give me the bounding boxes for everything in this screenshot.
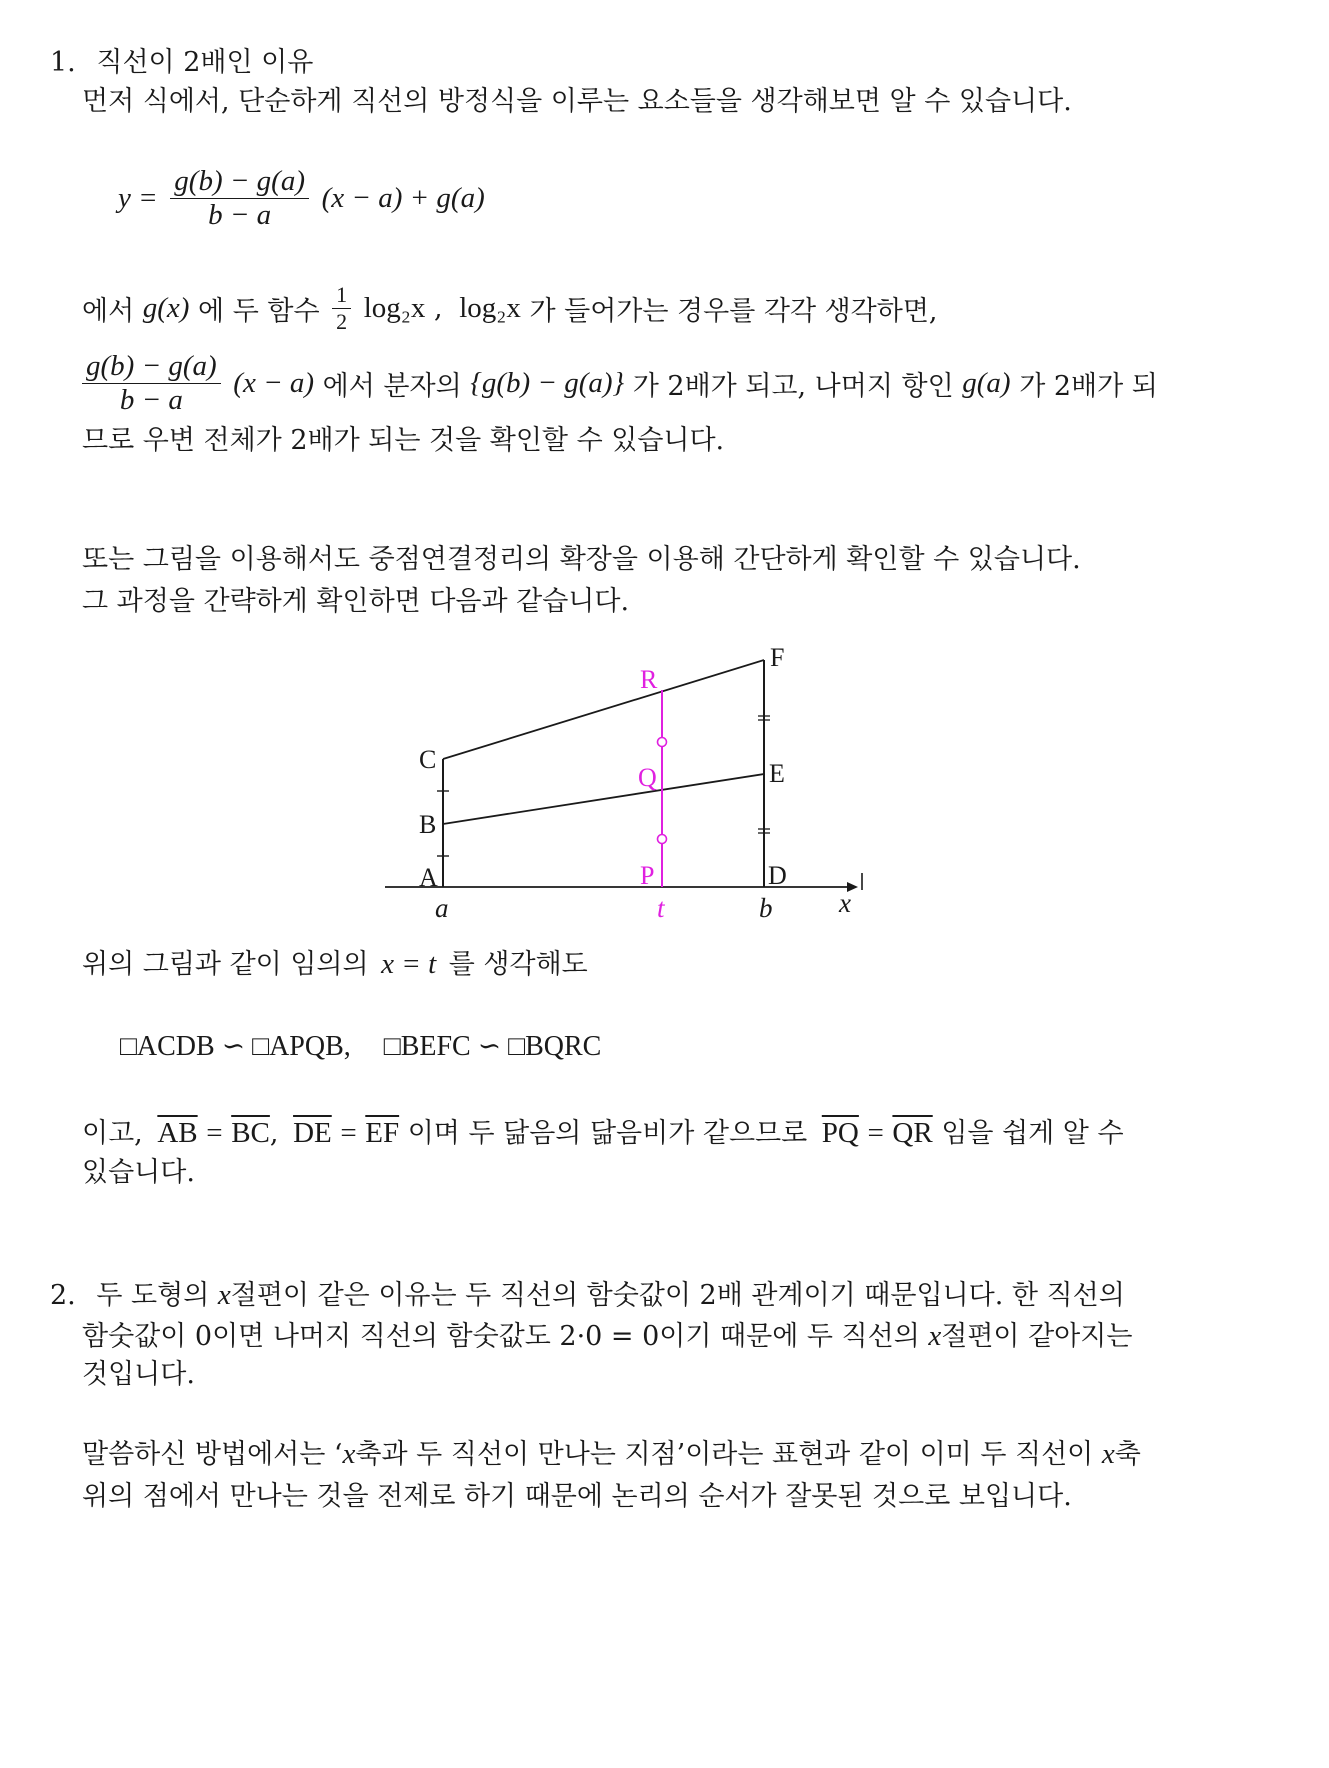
half-denominator: 2	[336, 309, 348, 334]
circle-mark-PQ	[658, 835, 667, 844]
math-brace: {g(b) − g(a)}	[470, 367, 625, 399]
math-x: x	[928, 1320, 942, 1352]
eq-denominator: b − a	[208, 199, 272, 231]
text: 이며 두 닮음의 닮음비가 같으므로	[407, 1118, 808, 1149]
eq-y: y =	[118, 182, 158, 214]
text: 가 2배가 되고, 나머지 항인	[632, 371, 954, 402]
text: 두 도형의	[96, 1280, 210, 1311]
trapezoid-figure	[375, 640, 875, 930]
segment-BC-label: $\overline{BC}$	[231, 1117, 270, 1149]
math-x: x	[342, 1438, 356, 1470]
math-log1: log₂x	[363, 292, 426, 324]
circle-mark-QR	[658, 738, 667, 747]
text: 절편이 같은 이유는 두 직선의 함숫값이 2배 관계이기 때문입니다. 한 직선의	[230, 1280, 1125, 1311]
text: 축	[1114, 1439, 1141, 1470]
math-x-eq-t: x = t	[381, 948, 437, 980]
half-numerator: 1	[332, 282, 351, 309]
paragraph-arbitrary-t	[82, 947, 588, 982]
text: 가 들어가는 경우를 각각 생각하면,	[529, 296, 938, 327]
text: 에서 분자의	[322, 371, 462, 402]
segment-EF-label: $\overline{EF}$	[365, 1117, 400, 1149]
segment-CF	[443, 660, 764, 759]
line-equation	[118, 165, 485, 235]
label-C: C	[419, 745, 437, 774]
paragraph-functions	[82, 282, 938, 342]
paragraph-figure-intro: 또는 그림을 이용해서도 중점연결정리의 확장을 이용해 간단하게 확인할 수 있습니다.	[82, 544, 1081, 575]
text: 축과 두 직선이 만나는 지점’이라는 표현과 같이 이미 두 직선이	[355, 1439, 1094, 1470]
math-x: x	[217, 1279, 231, 1311]
comma: ,	[343, 1031, 351, 1062]
paragraph-ratio	[82, 1116, 1124, 1151]
section-2-line-4	[82, 1437, 1141, 1472]
text: 에 두 함수	[198, 296, 320, 327]
eq-tail: (x − a) + g(a)	[321, 182, 485, 214]
label-b: b	[759, 893, 773, 923]
label-F: F	[770, 643, 785, 672]
label-t: t	[657, 893, 665, 923]
intro-paragraph: 먼저 식에서, 단순하게 직선의 방정식을 이루는 요소들을 생각해보면 알 수 있습니다.	[82, 86, 1072, 117]
inline-numerator: g(b) − g(a)	[82, 350, 221, 384]
text: 말씀하신 방법에서는 ‘	[82, 1439, 343, 1470]
label-x: x	[839, 888, 851, 918]
section-number: 1.	[50, 47, 76, 78]
comma: ,	[269, 1118, 279, 1149]
segment-QR-label: $\overline{QR}$	[892, 1117, 933, 1149]
text: 위의 그림과 같이 임의의	[82, 949, 369, 980]
section-2-line-2	[82, 1319, 1132, 1354]
inline-fraction	[82, 350, 221, 417]
section-2-line-3: 것입니다.	[82, 1359, 195, 1390]
segment-PQ-label: $\overline{PQ}$	[821, 1117, 859, 1149]
label-E: E	[769, 759, 785, 788]
text: 를 생각해도	[448, 949, 588, 980]
equals: =	[340, 1117, 357, 1149]
math-x: x	[1101, 1438, 1115, 1470]
section-2-line-5: 위의 점에서 만나는 것을 전제로 하기 때문에 논리의 순서가 잘못된 것으로 보입니다.	[82, 1481, 1072, 1512]
inline-denominator: b − a	[119, 384, 183, 416]
section-2-line-1	[50, 1278, 1125, 1313]
text: 이고,	[82, 1118, 143, 1149]
label-Q: Q	[638, 763, 657, 792]
label-B: B	[419, 810, 437, 839]
label-a: a	[435, 893, 449, 923]
paragraph-process: 그 과정을 간략하게 확인하면 다음과 같습니다.	[82, 586, 630, 617]
eq-numerator: g(b) − g(a)	[170, 165, 309, 199]
segment-AB-label: $\overline{AB}$	[157, 1117, 198, 1149]
comma: ,	[434, 293, 443, 324]
equals: =	[867, 1117, 884, 1149]
label-D: D	[768, 861, 787, 890]
eq-fraction	[170, 165, 309, 232]
paragraph-conclusion: 므로 우변 전체가 2배가 되는 것을 확인할 수 있습니다.	[82, 425, 725, 456]
label-A: A	[419, 863, 438, 892]
paragraph-numerator-doubles	[82, 350, 1158, 414]
segment-DE-label: $\overline{DE}$	[293, 1117, 332, 1149]
text: 함숫값이 0이면 나머지 직선의 함숫값도 2·0 = 0이기 때문에 두 직선의	[82, 1321, 920, 1352]
label-R: R	[640, 665, 658, 694]
segment-BE	[443, 774, 764, 824]
similarity-1: □ACDB ∽ □APQB	[120, 1031, 344, 1062]
math-log2: log₂x	[459, 292, 521, 324]
section-number: 2.	[50, 1280, 76, 1311]
similarity-statement	[120, 1030, 601, 1064]
math-xa: (x − a)	[233, 367, 315, 399]
text: 절편이 같아지는	[941, 1321, 1133, 1352]
paragraph-ratio-end: 있습니다.	[82, 1157, 195, 1188]
label-P: P	[640, 861, 655, 890]
text: 임을 쉽게 알 수	[941, 1118, 1124, 1149]
math-gx: g(x)	[142, 292, 190, 324]
math-ga: g(a)	[962, 367, 1011, 399]
text: 에서	[82, 296, 135, 327]
text: 가 2배가 되	[1019, 371, 1158, 402]
equals: =	[206, 1117, 223, 1149]
section-title: 직선이 2배인 이유	[96, 47, 314, 78]
section-1-heading	[50, 46, 313, 80]
fraction-half	[332, 282, 351, 335]
similarity-2: □BEFC ∽ □BQRC	[383, 1031, 602, 1062]
